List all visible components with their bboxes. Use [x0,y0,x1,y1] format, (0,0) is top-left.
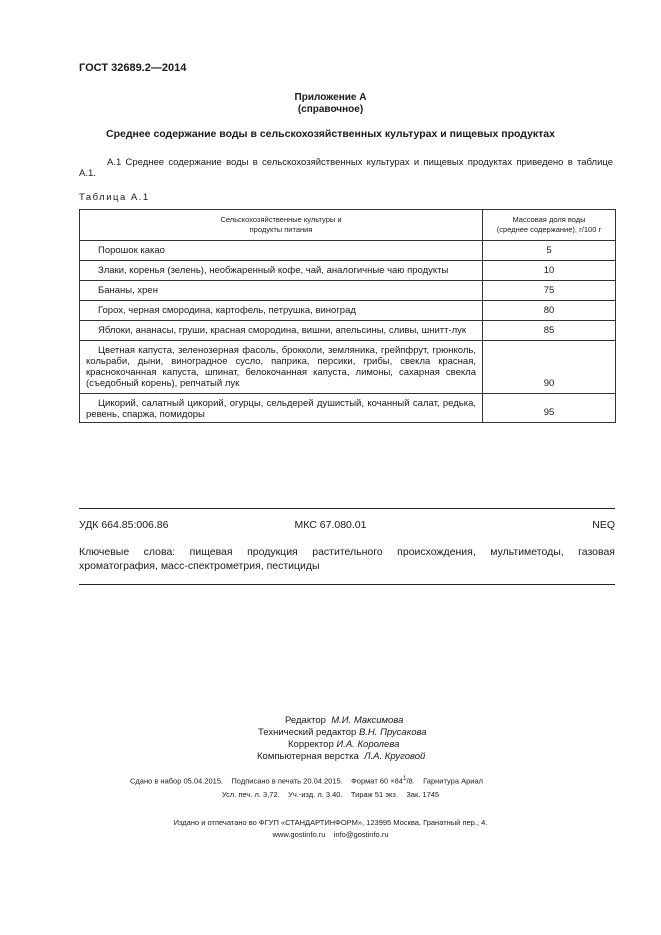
value-cell: 90 [483,341,616,394]
product-cell: Порошок какао [80,241,483,261]
intro-paragraph: А.1 Среднее содержание воды в сельскохозяйственных культурах и пищевых продуктах приведено в таблице А.1. [79,157,613,179]
table-row [80,261,616,281]
table-header-row [80,210,616,241]
col-header-products: Сельскохозяйственные культуры и продукты питания [80,210,483,241]
col-header-water: Массовая доля воды (среднее содержание), г/100 г [483,210,616,241]
mks-code: МКС 67.080.01 [294,519,367,531]
neq-code: NEQ [592,519,615,531]
keywords: Ключевые слова: пищевая продукция растительного происхождения, мультиметоды, газовая хроматография, масс-спектрометрия, пестициды [79,546,615,572]
table-row [80,241,616,261]
imprint-line-2: Усл. печ. л. 3,72. Уч.-изд. л. 3.40. Тираж 51 экз. Зак. 1745 [221,790,440,799]
table-row [80,301,616,321]
value-cell: 80 [483,301,616,321]
udk-code: УДК 664.85:006.86 [79,519,169,531]
divider-top [79,508,615,509]
water-content-table [79,209,616,423]
credit-corrector: Корректор И.А. Королева [288,739,400,750]
value-cell: 85 [483,321,616,341]
imprint-line-1: Сдано в набор 05.04.2015. Подписано в печать 20.04.2015. Формат $60 \times 84^1/8$. Гарнитура Ариал [130,775,483,786]
product-cell: Цикорий, салатный цикорий, огурцы, сельдерей душистый, кочанный салат, редька, ревень, спаржа, помидоры [80,394,483,423]
product-cell: Злаки, коренья (зелень), необжаренный кофе, чай, аналогичные чаю продукты [80,261,483,281]
imprint-line-3: Издано и отпечатано во ФГУП «СТАНДАРТИНФОРМ», 123995 Москва, Гранатный пер., 4. [173,818,488,827]
credit-editor: Редактор М.И. Максимова [285,715,404,726]
appendix-kind: (справочное) [297,104,364,115]
value-cell: 10 [483,261,616,281]
credit-tech-editor: Технический редактор В.Н. Прусакова [258,727,427,738]
product-cell: Яблоки, ананасы, груши, красная смородина, вишни, апельсины, сливы, шнитт-лук [80,321,483,341]
product-cell: Цветная капуста, зеленозерная фасоль, брокколи, земляника, грейпфрут, грюнколь, кольраби, дыни, виноградное сусло, паприка, персики, грибы, свекла красная, краснокочанная капуста, шпинат, белокочанная капуста, лимоны, сахарная свекла (съедобный корень), репчатый лук [80,341,483,394]
page-title: Среднее содержание воды в сельскохозяйственных культурах и пищевых продуктах [106,128,555,140]
divider-bottom [79,584,615,585]
value-cell: 5 [483,241,616,261]
credit-layout: Компьютерная верстка Л.А. Круговой [257,751,426,762]
table-row [80,281,616,301]
standard-header: ГОСТ 32689.2—2014 [79,62,187,74]
table-row [80,341,616,394]
product-cell: Горох, черная смородина, картофель, петрушка, виноград [80,301,483,321]
product-cell: Бананы, хрен [80,281,483,301]
value-cell: 95 [483,394,616,423]
table-row [80,321,616,341]
imprint-line-4: www.gostinfo.ru info@gostinfo.ru [272,830,389,839]
table-caption: Таблица А.1 [79,192,150,203]
appendix-label: Приложение А [294,92,367,103]
table-row [80,394,616,423]
value-cell: 75 [483,281,616,301]
